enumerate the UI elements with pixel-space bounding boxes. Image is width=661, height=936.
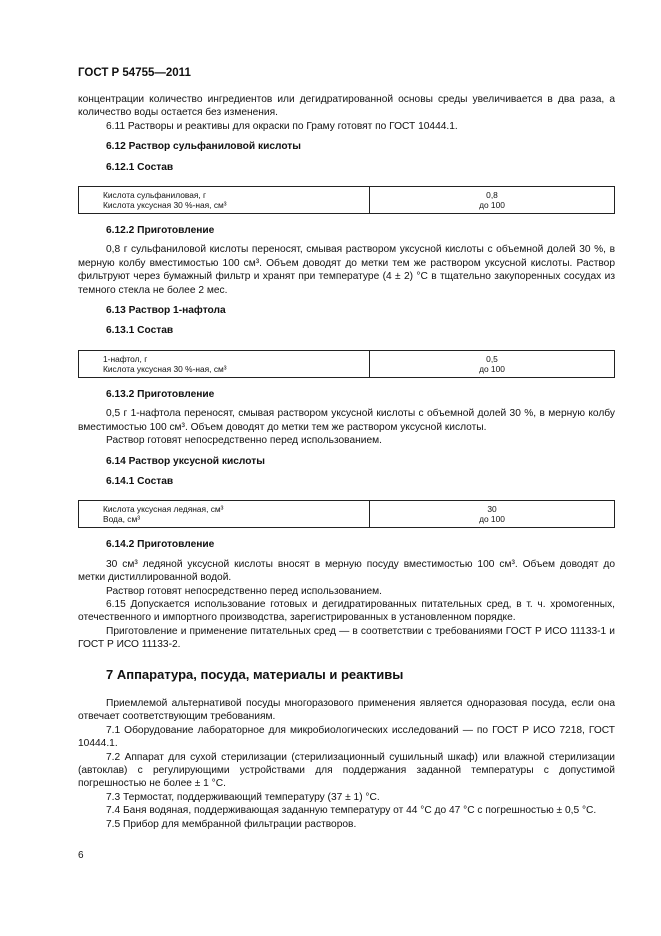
section-heading: 6.12 Раствор сульфаниловой кислоты bbox=[106, 141, 301, 153]
subsection-heading: 6.12.1 Состав bbox=[106, 161, 174, 173]
paragraph: 7.5 Прибор для мембранной фильтрации растворов. bbox=[106, 818, 357, 830]
composition-table bbox=[78, 350, 615, 378]
composition-table bbox=[78, 500, 615, 528]
paragraph: 0,5 г 1-нафтола переносят, смывая раствором уксусной кислоты с объемной долей 30 %, в мерную колбу вместимостью 100 см³. Объем доводят до метки тем же раствором уксусной кислоты. bbox=[78, 408, 615, 433]
paragraph: Приготовление и применение питательных сред — в соответствии с требованиями ГОСТ Р ИСО 11133-1 и ГОСТ Р ИСО 11133-2. bbox=[78, 625, 615, 651]
chapter-heading: 7 Аппаратура, посуда, материалы и реактивы bbox=[106, 666, 404, 682]
subsection-heading: 6.14.1 Состав bbox=[106, 475, 174, 487]
subsection-heading: 6.13.2 Приготовление bbox=[106, 388, 215, 400]
table-cell-right: 0,8 до 100 bbox=[370, 187, 615, 214]
section-heading: 6.14 Раствор уксусной кислоты bbox=[106, 455, 265, 467]
paragraph: Раствор готовят непосредственно перед использованием. bbox=[106, 585, 382, 597]
table-cell-left: 1-нафтол, г Кислота уксусная 30 %-ная, см³ bbox=[79, 350, 370, 377]
table-cell-right: 30 до 100 bbox=[370, 501, 615, 528]
subsection-heading: 6.13.1 Состав bbox=[106, 325, 174, 337]
subsection-heading: 6.14.2 Приготовление bbox=[106, 539, 215, 551]
paragraph: 7.4 Баня водяная, поддерживающая заданную температуру от 44 °С до 47 °С с погрешностью ± 0,5 °С. bbox=[106, 805, 597, 817]
paragraph: 7.3 Термостат, поддерживающий температуру (37 ± 1) °С. bbox=[106, 791, 380, 803]
paragraph: 30 см³ ледяной уксусной кислоты вносят в мерную посуду вместимостью 100 см³. Объем доводят до метки дистиллированной водой. bbox=[78, 558, 615, 584]
document-header: ГОСТ Р 54755—2011 bbox=[78, 67, 191, 79]
paragraph: 0,8 г сульфаниловой кислоты переносят, смывая раствором уксусной кислоты с объемной долей 30 %, в мерную колбу вместимостью 100 см³. Объем доводят до метки тем же раствором уксусной кислоты. Раствор фильтруют через бумажный фильтр и хранят при температуре (4 ± 2) °С в тщательно закупоренных сосудах из темного стекла не более 2 мес. bbox=[78, 244, 615, 296]
paragraph: Раствор готовят непосредственно перед использованием. bbox=[106, 435, 382, 447]
paragraph: концентрации количество ингредиентов или дегидратированной основы среды увеличивается в два раза, а количество воды остается без изменения. bbox=[78, 94, 615, 119]
paragraph: 6.11 Растворы и реактивы для окраски по Граму готовят по ГОСТ 10444.1. bbox=[106, 120, 458, 132]
paragraph: 7.2 Аппарат для сухой стерилизации (стерилизационный сушильный шкаф) или влажной стерилизации (автоклав) с регулирующими устройствами для поддержания заданной температуры с допустимой погрешностью не более ± 1 °С. bbox=[78, 751, 615, 790]
table-cell-left: Кислота сульфаниловая, г Кислота уксусная 30 %-ная, см³ bbox=[79, 187, 370, 214]
subsection-heading: 6.12.2 Приготовление bbox=[106, 225, 215, 237]
document-body bbox=[78, 93, 615, 831]
composition-table bbox=[78, 186, 615, 214]
paragraph: 7.1 Оборудование лабораторное для микробиологических исследований — по ГОСТ Р ИСО 7218, ГОСТ 10444.1. bbox=[78, 724, 615, 750]
section-heading: 6.13 Раствор 1-нафтола bbox=[106, 305, 226, 317]
paragraph: 6.15 Допускается использование готовых и дегидратированных питательных сред, в т. ч. хромогенных, отечественного и импортного производства, зарегистрированных в установленном порядке. bbox=[78, 598, 615, 624]
page-number: 6 bbox=[78, 850, 84, 861]
table-cell-left: Кислота уксусная ледяная, см³ Вода, см³ bbox=[79, 501, 370, 528]
table-cell-right: 0,5 до 100 bbox=[370, 350, 615, 377]
paragraph: Приемлемой альтернативой посуды многоразового применения является одноразовая посуда, если она отвечает соответствующим требованиям. bbox=[78, 697, 615, 723]
